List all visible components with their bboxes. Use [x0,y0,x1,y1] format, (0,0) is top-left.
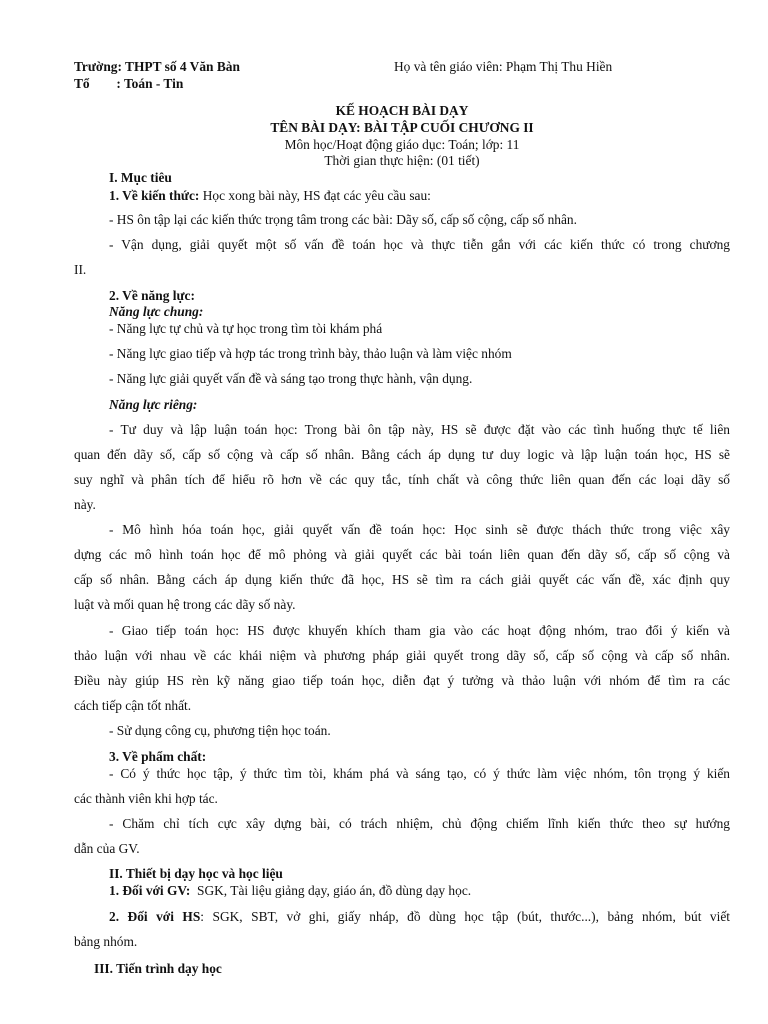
gv-label: 1. Đối với GV: [109,883,191,898]
duration-line: Thời gian thực hiện: (01 tiết) [324,153,480,168]
hs-text: : SGK, SBT, vở ghi, giấy nháp, đồ dùng học tập (bút, thước...), bảng nhóm, bút viết [200,909,730,924]
specific-3-line-1: - Giao tiếp toán học: HS được khuyến khích tham gia vào các hoạt động nhóm, trao đổi ý kiến và [109,623,730,638]
specific-2-line-3: cấp số nhân. Bằng cách áp dụng kiến thức đã học, HS sẽ tìm ra cách giải quyết các vấn đề, xác định quy [74,572,730,587]
general-item-3: - Năng lực giải quyết vấn đề và sáng tạo trong thực hành, vận dụng. [109,371,473,386]
lesson-title: TÊN BÀI DẠY: BÀI TẬP CUỐI CHƯƠNG II [270,120,534,135]
specific-3-line-3: Điều này giúp HS rèn kỹ năng giao tiếp toán học, diễn đạt ý tưởng và thảo luận với nhóm để tìm ra các [74,673,730,688]
section-2-heading: II. Thiết bị dạy học và học liệu [109,866,283,881]
quality-2-line-1: - Chăm chỉ tích cực xây dựng bài, có trách nhiệm, chủ động chiếm lĩnh kiến thức theo sự hướng [109,816,730,831]
specific-2-line-2: dựng các mô hình toán học để mô phỏng và giải quyết các bài toán liên quan đến dãy số, cấp số cộng và [74,547,730,562]
knowledge-item-2: - Vận dụng, giải quyết một số vấn đề toán học và thực tiễn gắn với các kiến thức có trong chương [109,237,730,252]
competency-label: 2. Về năng lực: [109,288,195,303]
gv-line [109,882,765,899]
section-1-heading: I. Mục tiêu [109,170,172,185]
specific-1-line-3: suy nghĩ và phân tích để hiểu rõ hơn về các quy tắc, tính chất và công thức liên quan đến các loại dãy số [74,472,730,487]
quality-1-line-1: - Có ý thức học tập, ý thức tìm tòi, khám phá và sáng tạo, có ý thức làm việc nhóm, tôn trọng ý kiến [109,766,730,781]
quality-label: 3. Về phẩm chất: [109,749,207,764]
knowledge-item-2-cont: II. [74,262,87,277]
specific-1-line-1: - Tư duy và lập luận toán học: Trong bài ôn tập này, HS sẽ được đặt vào các tình huống thực tế liên [109,422,730,437]
specific-2-line-4: luật và mối quan hệ trong các dãy số này. [74,597,296,612]
hs-line-cont: bảng nhóm. [74,934,138,949]
knowledge-line [109,187,765,204]
subject-line: Môn học/Hoạt động giáo dục: Toán; lớp: 11 [284,137,520,152]
doc-title: KẾ HOẠCH BÀI DẠY [335,103,469,118]
specific-1-line-4: này. [74,497,96,512]
section-3-heading: III. Tiến trình dạy học [94,961,222,976]
gv-text: SGK, Tài liệu giảng dạy, giáo án, đồ dùng dạy học. [190,883,472,898]
specific-2-line-1: - Mô hình hóa toán học, giải quyết vấn đề toán học: Học sinh sẽ được thách thức trong việc xây [109,522,730,537]
school-label: Trường: THPT số 4 Văn Bàn [74,59,240,74]
knowledge-item-1: - HS ôn tập lại các kiến thức trọng tâm trong các bài: Dãy số, cấp số cộng, cấp số nhân. [109,212,577,227]
knowledge-text: Học xong bài này, HS đạt các yêu cầu sau: [199,188,431,203]
quality-2-line-2: dẫn của GV. [74,841,140,856]
specific-3-line-4: cách tiếp cận tốt nhất. [74,698,192,713]
specific-1-line-2: quan đến dãy số, cấp số cộng và cấp số nhân. Bằng cách áp dụng tư duy logic và lập luận toán học, HS sẽ [74,447,730,462]
general-item-1: - Năng lực tự chủ và tự học trong tìm tòi khám phá [109,321,383,336]
specific-4: - Sử dụng công cụ, phương tiện học toán. [109,723,331,738]
hs-label: 2. Đối với HS [109,909,201,924]
hs-line [109,908,730,925]
quality-1-line-2: các thành viên khi hợp tác. [74,791,218,806]
teacher-label: Họ và tên giáo viên: Phạm Thị Thu Hiền [394,59,613,74]
group-label: Tổ : Toán - Tin [74,76,184,91]
general-item-2: - Năng lực giao tiếp và hợp tác trong trình bày, thảo luận và làm việc nhóm [109,346,512,361]
specific-3-line-2: thảo luận với nhau về các khái niệm và phương pháp giải quyết trong dãy số, cấp số cộng và cấp số nhân. [74,648,730,663]
knowledge-label: 1. Về kiến thức: [109,188,200,203]
specific-competency-label: Năng lực riêng: [109,397,198,412]
general-competency-label: Năng lực chung: [109,304,204,319]
